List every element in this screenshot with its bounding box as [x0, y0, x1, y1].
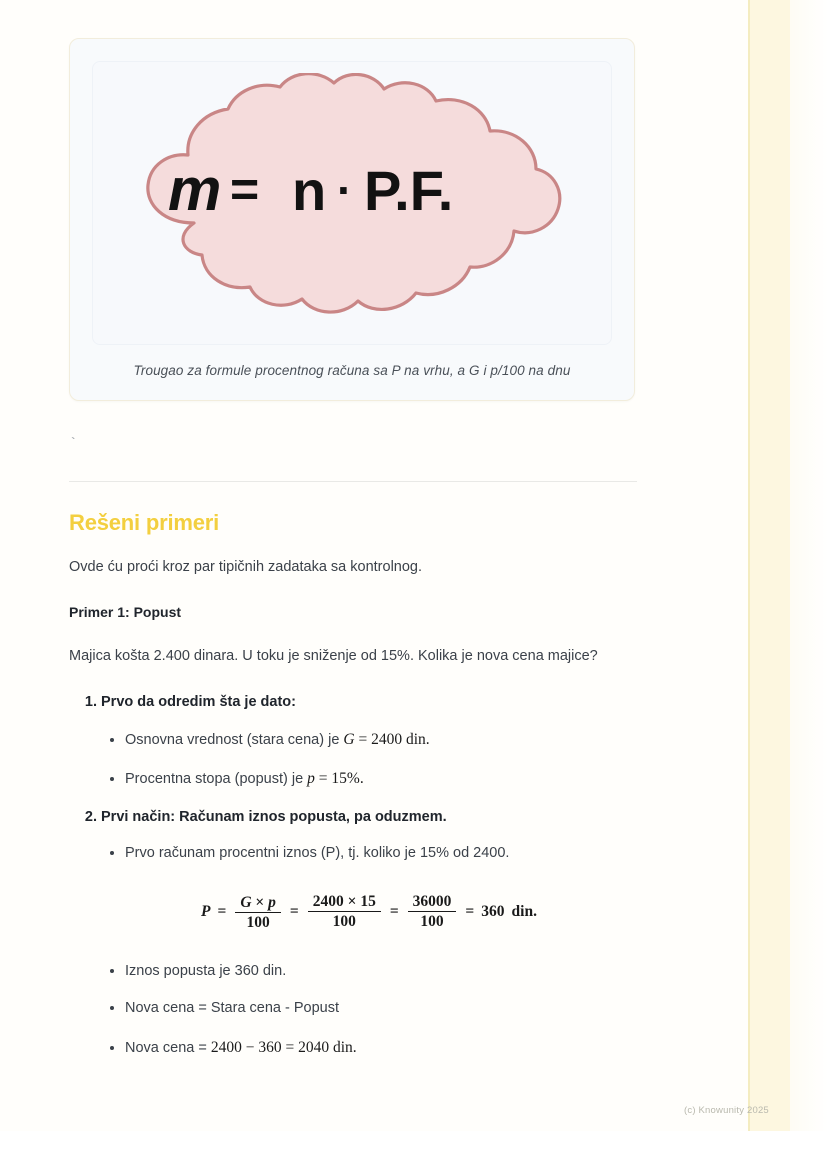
copyright-watermark: (c) Knowunity 2025	[684, 1105, 769, 1116]
step-bullet-list	[101, 728, 637, 792]
fraction-numerator: 36000	[408, 894, 457, 913]
step-bullet-list	[101, 843, 637, 865]
step-label: Prvo da odredim šta je dato:	[101, 693, 296, 710]
display-formula	[101, 893, 637, 931]
math-operator-equals: =	[354, 730, 372, 748]
list-item	[125, 767, 637, 791]
solution-step	[101, 692, 637, 791]
formula-equals-2: =	[289, 902, 299, 920]
math-operator-equals: =	[314, 770, 332, 788]
list-item: • Prvo računam procentni iznos (P), tj. koliko je 15% od 2400.	[125, 843, 637, 865]
formula-equals-1: =	[217, 902, 227, 920]
math-number-2040: 2040	[298, 1039, 330, 1057]
content-column	[69, 0, 637, 1060]
formula-fraction-1	[235, 893, 281, 931]
example-heading: Primer 1: Popust	[69, 604, 182, 621]
formula-part-dot: ·	[337, 164, 353, 216]
decorative-side-band-fade	[790, 0, 828, 1131]
math-variable-p: p	[268, 893, 276, 911]
bullet-text-prefix: Procentna stopa (popust) je	[125, 771, 308, 788]
section-lead-text: Ovde ću proći kroz par tipičnih zadataka sa kontrolnog.	[69, 559, 423, 575]
fraction-denominator: 100	[246, 914, 270, 932]
formula-result: 360	[481, 902, 505, 920]
decorative-side-band	[748, 0, 792, 1131]
math-number-360: 360	[258, 1039, 282, 1057]
formula-part-n: n	[292, 159, 327, 222]
fraction-numerator	[235, 893, 281, 914]
solution-steps-list	[69, 692, 637, 1060]
formula-fraction-3	[408, 894, 457, 930]
math-operator-minus: −	[245, 1039, 255, 1057]
math-number-2400: 2400	[210, 1039, 242, 1057]
fraction-numerator: 2400 × 15	[308, 894, 381, 913]
step-label: Prvi način: Računam iznos popusta, pa oduzmem.	[101, 809, 447, 826]
fraction-denominator: 100	[420, 913, 444, 931]
formula-part-pf: P.F.	[364, 159, 454, 222]
bullet-text-suffix: din.	[406, 730, 430, 748]
math-number-15-percent: 15%	[331, 770, 360, 788]
math-number-2400: 2400	[371, 730, 403, 748]
section-heading: Rešeni primeri	[69, 510, 220, 535]
bullet-text-prefix: Osnovna vrednost (stara cena) je	[125, 731, 344, 748]
math-times-symbol: ×	[255, 893, 265, 911]
list-item: • Iznos popusta je 360 din.	[125, 961, 637, 983]
math-unit-din: din.	[332, 1039, 357, 1057]
problem-statement: Majica košta 2.400 dinara. U toku je sniženje od 15%. Kolika je nova cena majice?	[69, 648, 598, 665]
cloud-formula-illustration	[102, 73, 602, 333]
math-variable-p: p	[307, 770, 315, 788]
formula-part-equals: =	[230, 161, 260, 217]
math-operator-equals: =	[285, 1039, 295, 1057]
formula-unit: din.	[511, 902, 537, 920]
figure-image-container	[92, 61, 612, 345]
formula-equals-3: =	[389, 902, 399, 920]
math-variable-G: G	[240, 893, 252, 911]
list-item: • Nova cena = Stara cena - Popust	[125, 998, 637, 1020]
result-bullet-list	[101, 961, 637, 1060]
list-item	[125, 728, 637, 752]
math-variable-G: G	[343, 730, 355, 748]
formula-part-m: m	[168, 156, 222, 223]
figure-card	[69, 38, 635, 401]
stray-backtick-artifact: `	[69, 436, 78, 452]
formula-equals-4: =	[465, 902, 475, 920]
fraction-denominator: 100	[332, 913, 356, 931]
math-period: .	[359, 770, 364, 788]
solution-step	[101, 807, 637, 1060]
formula-fraction-2	[308, 894, 381, 930]
final-result-prefix: Nova cena =	[125, 1040, 211, 1057]
list-item	[125, 1036, 637, 1060]
formula-lhs-P: P	[201, 902, 211, 920]
section-divider	[69, 481, 637, 482]
figure-caption: Trougao za formule procentnog računa sa P na vrhu, a G i p/100 na dnu	[133, 363, 571, 378]
